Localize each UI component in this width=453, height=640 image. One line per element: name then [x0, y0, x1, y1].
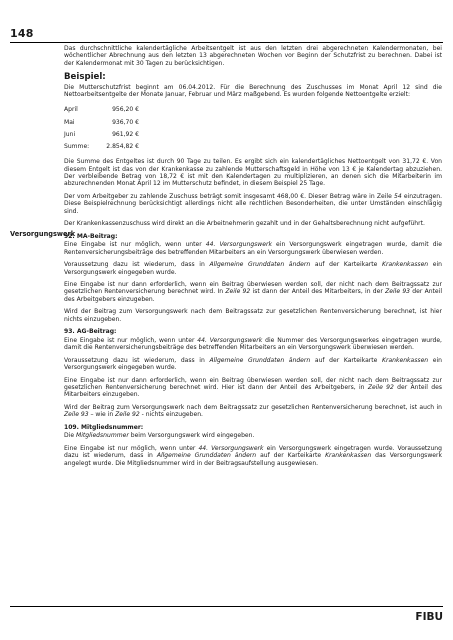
page-number: 148	[10, 27, 34, 40]
amount-value: 936,70 €	[112, 118, 139, 126]
amount-value: 956,20 €	[112, 106, 139, 114]
b109-paragraph-1: Die Mitgliedsnummer beim Versorgungswerk wird eingegeben.	[64, 432, 255, 440]
heading-ma-beitrag: 92. MA-Beitrag:	[64, 232, 118, 240]
intro-paragraph: Das durchschnittliche kalendertägliche Arbeitsentgelt ist aus den letzten drei abgerechneten Kalendermonaten, bei wöchentlicher Abrechnung aus den letzten 13 abgerechneten Wochen vor Beginn der Schutzfrist zu berechnen. Dabei ist der Kalendermonat mit 30 Tagen zu berücksichtigen.	[64, 45, 442, 67]
amount-value: 961,92 €	[112, 131, 139, 139]
section-label-versorgungswerk: Versorgungswerk	[10, 230, 76, 238]
amount-row	[64, 129, 442, 141]
amount-month: Juni	[64, 131, 76, 139]
b92-paragraph-1: Eine Eingabe ist nur möglich, wenn unter 44. Versorgungswerk ein Versorgungswerk eingetragen wurde, damit die Rentenversicherungsbeiträge des betreffenden Mitarbeiters an ein Versorgungswerk überwiesen werden.	[64, 241, 442, 256]
example-heading: Beispiel:	[64, 72, 106, 83]
b93-paragraph-3: Eine Eingabe ist nur dann erforderlich, wenn ein Beitrag überwiesen werden soll, der nicht nach dem Beitragssatz zur gesetzlichen Rentenversicherung berechnet wird. Hier ist dann der Anteil des Arbeitgebers, in Zeile 92 der Anteil des Mitarbeiters einzugeben.	[64, 376, 442, 399]
b92-paragraph-2: Voraussetzung dazu ist wiederum, dass in Allgemeine Grunddaten ändern auf der Karteikarte Krankenkassen ein Versorgungswerk eingegeben wurde.	[64, 261, 443, 276]
b93-paragraph-2: Voraussetzung dazu ist wiederum, dass in Allgemeine Grunddaten ändern auf der Karteikarte Krankenkassen ein Versorgungswerk eingegeben wurde.	[64, 356, 443, 372]
b109-paragraph-2: Eine Eingabe ist nur möglich, wenn unter 44. Versorgungswerk ein Versorgungswerk eingetragen wurde. Voraussetzung dazu ist wiederum, dass in Allgemeine Grunddaten ändern auf der Karteikarte Krankenkassen das Versorgungswerk angelegt wurde. Die Mitgliedsnummer wird in der Beitragsaufstellung ausgewiesen.	[64, 444, 442, 467]
amount-month: Mai	[64, 118, 75, 126]
footer-divider	[10, 606, 443, 607]
example-paragraph-3: Der vom Arbeitgeber zu zahlende Zuschuss beträgt somit insgesamt 468,00 €. Dieser Betrag wäre in Zeile 54 einzutragen. Diese Beispielrechnung berücksichtigt allerdings nicht alle rechtlichen Besonderheiten, die unter Umständen einschlägig sind.	[64, 192, 443, 215]
amount-row	[64, 141, 442, 153]
footer-label: FIBU	[415, 611, 443, 623]
amount-row	[64, 116, 442, 128]
page-content	[64, 45, 442, 472]
amount-row	[64, 104, 442, 116]
heading-mitgliedsnummer: 109. Mitgliedsnummer:	[64, 423, 144, 431]
amount-month: Summe:	[64, 143, 90, 151]
example-paragraph-4: Der Krankenkassenzuschuss wird direkt an die Arbeitnehmerin gezahlt und in der Gehaltsberechnung nicht aufgeführt.	[64, 220, 425, 228]
amounts-table	[64, 104, 442, 154]
b93-paragraph-1: Eine Eingabe ist nur möglich, wenn unter 44. Versorgungswerk die Nummer des Versorgungswerkes eingetragen wurde, damit die Rentenversicherungsbeiträge des betreffenden Mitarbeiters an ein Versorgungswerk überwiesen werden.	[64, 336, 442, 352]
header-divider	[10, 42, 443, 43]
example-paragraph-2: Die Summe des Entgeltes ist durch 90 Tage zu teilen. Es ergibt sich ein kalendertägliches Nettoentgelt von 31,72 €. Von diesem Entgelt ist das von der Krankenkasse zu zahlende Mutterschaftsgeld in Höhe von 13 € je Kalendertag abzuziehen. Der verbleibende Betrag von 18,72 € ist mit den Kalendertagen zu multiplizieren, an denen sich die Mitarbeiterin im abzurechnenden Monat April 12 im Mutterschutz befindet, in diesem Beispiel 25 Tage.	[64, 158, 442, 188]
b92-paragraph-3: Eine Eingabe ist nur dann erforderlich, wenn ein Beitrag überwiesen werden soll, der nicht nach dem Beitragssatz zur gesetzlichen Rentenversicherung berechnet wird. In Zeile 92 ist dann der Anteil des Mitarbeiters, in der Zeile 93 der Anteil des Arbeitgebers einzugeben.	[64, 281, 443, 303]
amount-value: 2.854,82 €	[106, 143, 139, 151]
amount-month: April	[64, 106, 78, 114]
b93-paragraph-4: Wird der Beitrag zum Versorgungswerk nach dem Beitragssatz zur gesetzlichen Rentenversicherung berechnet, ist auch in Zeile 93 – wie in Zeile 92 - nichts einzugeben.	[64, 403, 442, 419]
example-paragraph-1: Die Mutterschutzfrist beginnt am 06.04.2012. Für die Berechnung des Zuschusses im Monat April 12 sind die Nettoarbeitsentgelte der Monate Januar, Februar und März maßgebend. Es wurden folgende Nettoentgelte erzielt:	[64, 83, 442, 99]
b92-paragraph-4: Wird der Beitrag zum Versorgungswerk nach dem Beitragssatz zur gesetzlichen Rentenversicherung berechnet, ist hier nichts einzugeben.	[64, 308, 442, 323]
heading-ag-beitrag: 93. AG-Beitrag:	[64, 328, 117, 336]
